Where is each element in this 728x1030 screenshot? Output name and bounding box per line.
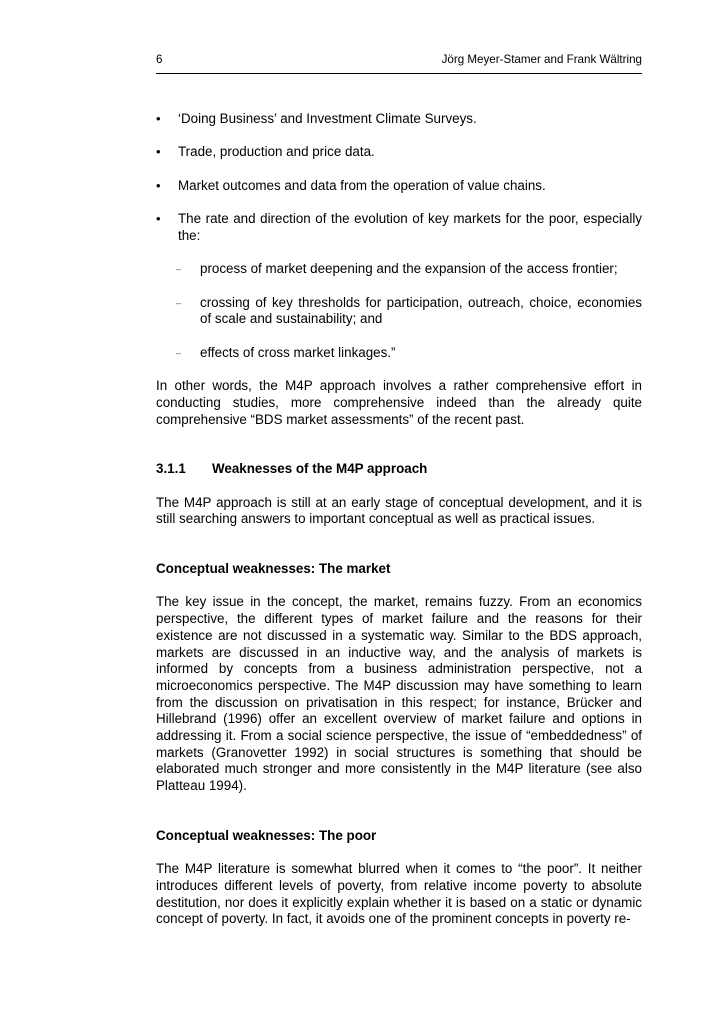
list-item bbox=[156, 144, 642, 161]
dash-icon: – bbox=[176, 264, 182, 275]
list-item bbox=[156, 211, 642, 244]
page-number: 6 bbox=[156, 53, 163, 66]
list-item bbox=[156, 345, 642, 362]
list-item bbox=[156, 111, 642, 128]
bullet-text: Trade, production and price data. bbox=[178, 144, 375, 160]
bullet-icon: • bbox=[156, 211, 161, 227]
sub-bullet-text: effects of cross market linkages.” bbox=[200, 344, 396, 360]
dash-icon: – bbox=[176, 297, 182, 308]
bullet-icon: • bbox=[156, 177, 161, 193]
bullet-text: ‘Doing Business’ and Investment Climate Surveys. bbox=[178, 111, 477, 126]
list-item bbox=[156, 261, 642, 278]
section-title: Weaknesses of the M4P approach bbox=[212, 461, 428, 477]
paragraph-early-stage: The M4P approach is still at an early stage of conceptual development, and it is still searching answers to important conceptual as well as practical issues. bbox=[156, 494, 642, 527]
bullet-text: Market outcomes and data from the operation of value chains. bbox=[178, 177, 546, 193]
subheading-poor: Conceptual weaknesses: The poor bbox=[156, 827, 377, 843]
bullet-text: The rate and direction of the evolution of key markets for the poor, especially the: bbox=[178, 211, 642, 243]
sub-bullet-list bbox=[156, 261, 642, 361]
paragraph-other-words: In other words, the M4P approach involves a rather comprehensive effort in conducting studies, more comprehensive indeed than the already quite comprehensive “BDS market assessments” of the recent past. bbox=[156, 378, 642, 427]
paragraph-market: The key issue in the concept, the market, remains fuzzy. From an economics perspective, the different types of market failure and the reasons for their existence are not discussed in a systematic way. Similar to the BDS approach, markets are discussed in an inductive way, and the analysis of markets is informed by concepts from a business administration perspective, not a microeconomics perspective. The M4P discussion may have something to learn from the discussion on privatisation in this respect; for instance, Brücker and Hillebrand (1996) offer an excellent overview of market failure and options in addressing it. From a social science perspective, the issue of “embeddedness” of markets (Granovetter 1992) in social structures is something that should be elaborated much stronger and more consistently in the M4P literature (see also Platteau 1994). bbox=[156, 594, 642, 794]
page-body bbox=[156, 111, 642, 945]
section-number: 3.1.1 bbox=[156, 461, 186, 477]
running-header bbox=[156, 53, 642, 74]
dash-icon: – bbox=[176, 347, 182, 358]
paragraph-poor: The M4P literature is somewhat blurred when it comes to “the poor”. It neither introduces different levels of poverty, from relative income poverty to absolute destitution, nor does it explicitly explain whether it is based on a static or dynamic concept of poverty. In fact, it avoids one of the prominent concepts in poverty re- bbox=[156, 861, 642, 927]
sub-bullet-text: process of market deepening and the expansion of the access frontier; bbox=[200, 261, 618, 277]
section-heading bbox=[156, 461, 642, 478]
subheading-market: Conceptual weaknesses: The market bbox=[156, 561, 391, 577]
sub-bullet-text: crossing of key thresholds for participation, outreach, choice, economies of scale and sustainability; and bbox=[200, 294, 642, 327]
list-item bbox=[156, 178, 642, 195]
bullet-icon: • bbox=[156, 111, 161, 126]
header-authors: Jörg Meyer-Stamer and Frank Wältring bbox=[441, 53, 642, 66]
bullet-icon: • bbox=[156, 144, 161, 160]
bullet-list bbox=[156, 111, 642, 245]
list-item bbox=[156, 295, 642, 328]
